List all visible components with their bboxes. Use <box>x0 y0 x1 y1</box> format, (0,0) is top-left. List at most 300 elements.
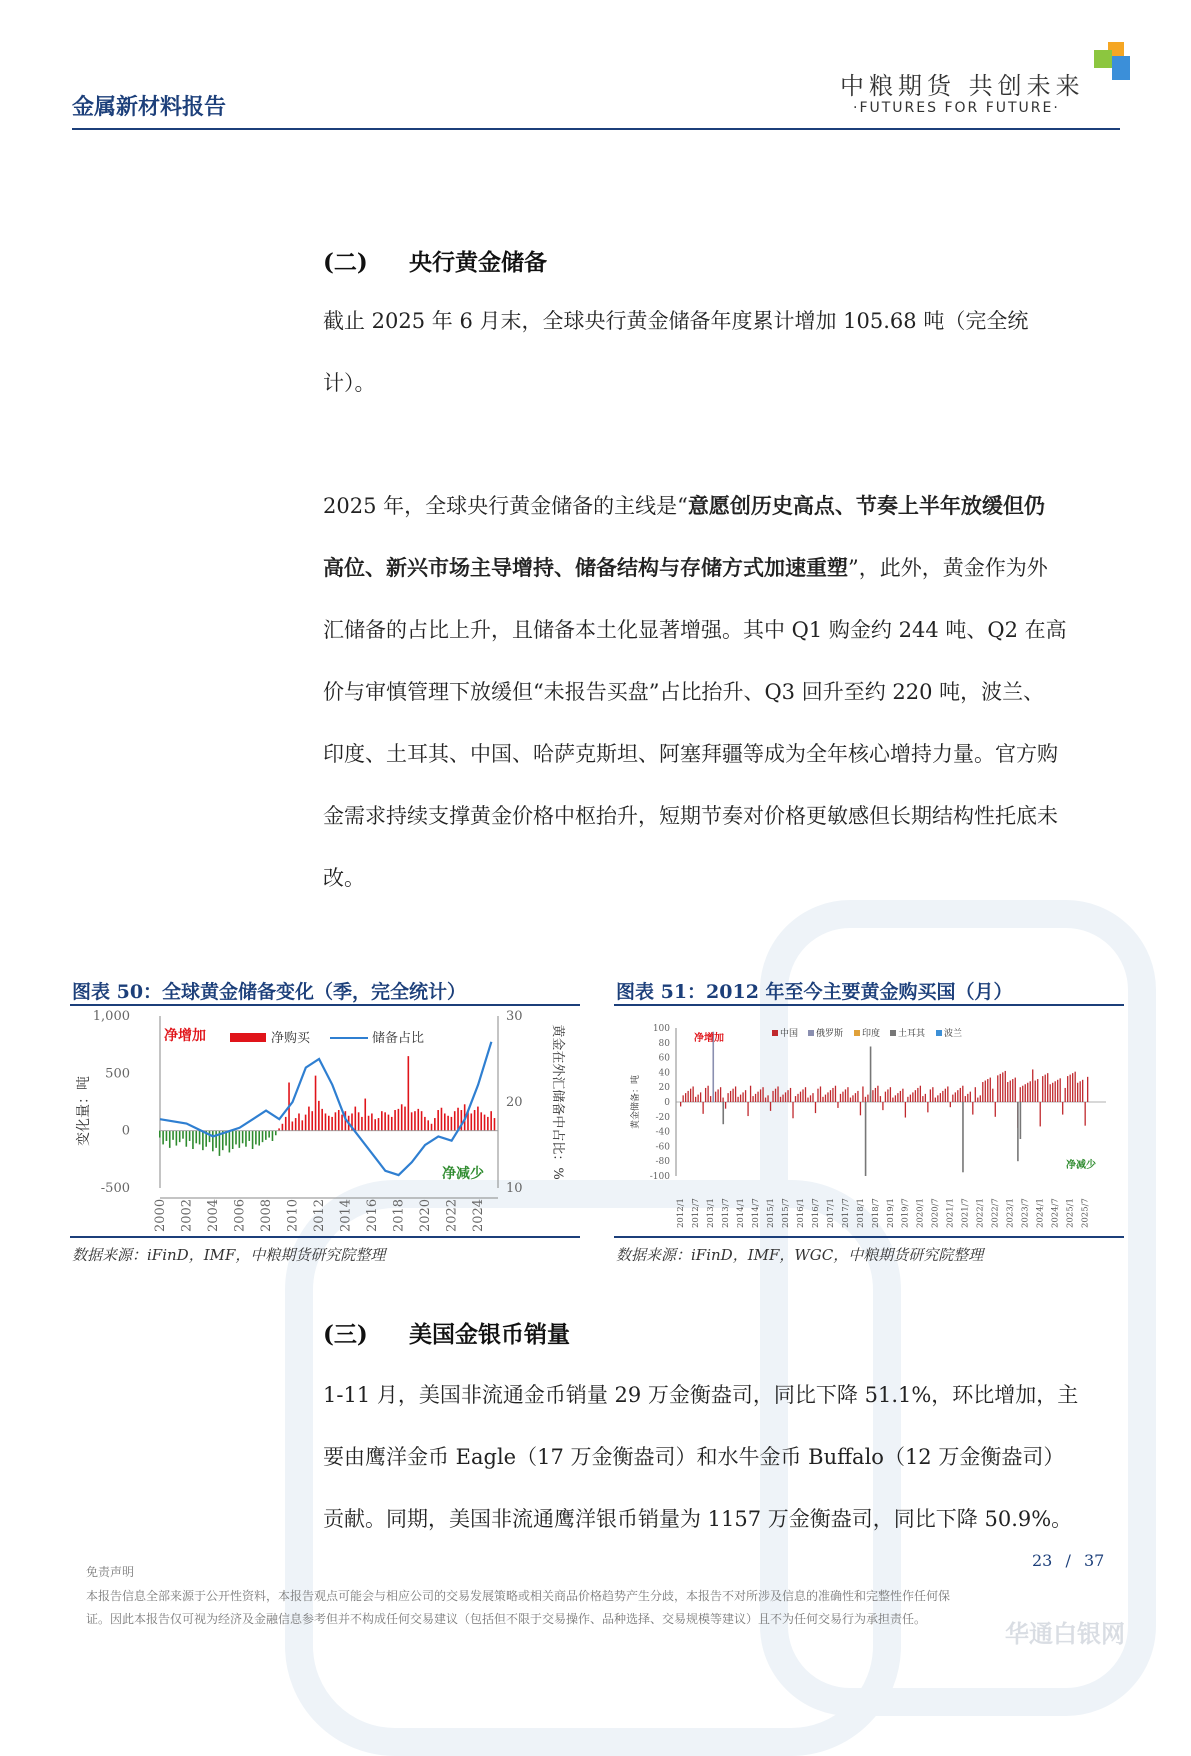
bar <box>1027 1083 1028 1102</box>
bar <box>772 1091 773 1102</box>
bar <box>1052 1083 1053 1102</box>
bar <box>997 1075 998 1102</box>
bar <box>750 1086 751 1102</box>
bar <box>295 1118 297 1131</box>
x-tick-label: 2021/7 <box>960 1198 971 1228</box>
section-number: (三) <box>323 1321 368 1348</box>
bar <box>735 1086 736 1102</box>
bar <box>960 1088 961 1102</box>
bar <box>311 1111 313 1130</box>
bar-highlight <box>870 1047 872 1103</box>
y-tick-label: -500 <box>100 1181 130 1196</box>
legend-label: 印度 <box>862 1029 881 1039</box>
bar <box>1080 1081 1081 1102</box>
x-tick-label: 2012/1 <box>676 1198 686 1228</box>
y-tick-label-right: 30 <box>506 1009 523 1024</box>
bar <box>404 1107 406 1131</box>
bar <box>747 1102 748 1116</box>
x-tick-label: 2024/7 <box>1050 1198 1061 1228</box>
bar <box>1040 1102 1041 1126</box>
bar <box>364 1099 366 1131</box>
bar <box>942 1091 943 1102</box>
figure-51-bottom-rule <box>614 1236 1124 1238</box>
bar <box>745 1090 746 1102</box>
bar-highlight <box>962 1102 964 1172</box>
bar <box>421 1111 423 1130</box>
bar <box>770 1102 771 1111</box>
bar <box>715 1092 716 1102</box>
bar <box>331 1117 333 1131</box>
bar <box>722 1098 723 1102</box>
bar <box>398 1109 400 1131</box>
bar <box>962 1086 963 1102</box>
bar <box>335 1112 337 1130</box>
bar <box>245 1131 247 1147</box>
bar <box>892 1098 893 1102</box>
bar <box>1072 1073 1073 1102</box>
disclaimer-line: 本报告信息全部来源于公开性资料，本报告观点可能会与相应公司的交易发展策略或相关商品价格趋势产生分歧，本报告不对所涉及信息的准确性和完整性作任何保 <box>86 1589 951 1603</box>
bar <box>1070 1075 1071 1102</box>
report-title: 金属新材料报告 <box>72 95 227 120</box>
legend-label: 净购买 <box>271 1031 311 1046</box>
bar <box>742 1092 743 1102</box>
bar <box>401 1104 403 1130</box>
annotation-net-increase: 净增加 <box>694 1033 724 1044</box>
bar <box>338 1110 340 1131</box>
legend-swatch <box>854 1030 860 1036</box>
text-bold: 意愿创历史高点、节奏上半年放缓但仍 <box>687 493 1045 518</box>
bar <box>258 1131 260 1146</box>
bar <box>199 1131 201 1145</box>
bar <box>427 1120 429 1130</box>
disclaimer-text <box>86 1585 1046 1631</box>
x-tick-label: 2014/1 <box>735 1198 746 1228</box>
bar <box>900 1091 901 1102</box>
bar <box>852 1095 853 1102</box>
bar <box>265 1131 267 1140</box>
bar <box>451 1117 453 1131</box>
bar <box>755 1094 756 1102</box>
bar <box>186 1131 188 1147</box>
bar <box>1022 1086 1023 1102</box>
bar <box>827 1092 828 1102</box>
bar <box>810 1095 811 1102</box>
paragraph-2 <box>323 475 1103 909</box>
disclaimer-label: 免责声明 <box>86 1565 135 1579</box>
bar <box>882 1102 883 1110</box>
x-tick-label: 2016 <box>365 1198 381 1232</box>
paragraph-3 <box>323 1364 1103 1550</box>
bar <box>925 1094 926 1102</box>
paragraph-1 <box>323 290 1103 414</box>
bar <box>945 1089 946 1102</box>
bar <box>757 1092 758 1102</box>
text-line: 汇储备的占比上升，且储备本土化显著增强。其中 Q1 购金约 244 吨、Q2 在高 <box>323 618 1067 642</box>
bar <box>414 1111 416 1130</box>
text-line: 截止 2025 年 6 月末，全球央行黄金储备年度累计增加 105.68 吨（完全统 <box>323 309 1029 333</box>
x-tick-label: 2025/7 <box>1080 1198 1091 1228</box>
bar <box>775 1089 776 1102</box>
bar <box>454 1111 456 1130</box>
bar <box>1060 1078 1061 1102</box>
bar <box>1077 1083 1078 1102</box>
legend-label: 俄罗斯 <box>816 1029 844 1039</box>
x-tick-label: 2012/7 <box>690 1198 701 1228</box>
bar <box>189 1131 191 1141</box>
bar <box>355 1107 357 1131</box>
bar <box>441 1108 443 1131</box>
bar <box>822 1097 823 1102</box>
bar <box>862 1086 863 1102</box>
bar <box>272 1131 274 1141</box>
bar <box>305 1115 307 1131</box>
bar <box>995 1102 996 1117</box>
text-line: 要由鹰洋金币 Eagle（17 万金衡盎司）和水牛金币 Buffalo（12 万金衡盎司） <box>323 1445 1065 1469</box>
bar <box>239 1131 241 1148</box>
bar <box>1045 1075 1046 1102</box>
bar <box>917 1088 918 1102</box>
bar <box>275 1131 277 1136</box>
x-tick-label: 2017/1 <box>825 1198 836 1228</box>
bar <box>394 1110 396 1131</box>
bar <box>867 1095 868 1102</box>
y-tick-label: -20 <box>655 1112 670 1123</box>
bar <box>930 1089 931 1102</box>
bar <box>159 1131 161 1138</box>
bar <box>805 1087 806 1102</box>
y-tick-label-right: 10 <box>506 1181 523 1196</box>
x-tick-label: 2021/1 <box>945 1198 956 1228</box>
bar <box>915 1090 916 1102</box>
bar <box>195 1131 197 1144</box>
bar <box>1085 1102 1086 1126</box>
bar <box>895 1095 896 1102</box>
bar <box>985 1081 986 1102</box>
section-title: 美国金银币销量 <box>409 1321 570 1348</box>
y-tick-label: 80 <box>658 1038 670 1049</box>
text-plain: ”，此外，黄金作为外 <box>848 556 1048 580</box>
bar <box>1055 1081 1056 1102</box>
bar <box>477 1107 479 1131</box>
bar <box>947 1086 948 1102</box>
bar <box>1000 1074 1001 1102</box>
x-tick-label: 2013/1 <box>705 1198 716 1228</box>
x-tick-label: 2010 <box>285 1198 301 1232</box>
x-tick-label: 2022/7 <box>990 1198 1001 1228</box>
bar <box>855 1093 856 1102</box>
legend-swatch <box>936 1030 942 1036</box>
bar <box>765 1098 766 1102</box>
bar <box>252 1131 254 1149</box>
bar <box>727 1093 728 1102</box>
bar-highlight <box>1017 1102 1019 1161</box>
bar <box>1047 1073 1048 1102</box>
bar <box>697 1095 698 1102</box>
x-tick-label: 2025/1 <box>1065 1198 1076 1228</box>
bar <box>484 1115 486 1131</box>
figure-50-title: 图表 50：全球黄金储备变化（季，完全统计） <box>72 981 467 1003</box>
x-tick-label: 2014 <box>338 1198 354 1232</box>
bar <box>890 1087 891 1102</box>
bar <box>318 1101 320 1131</box>
bar <box>1062 1102 1063 1115</box>
text-line: 计）。 <box>323 371 376 395</box>
x-tick-label: 2000 <box>153 1198 168 1232</box>
x-tick-label: 2002 <box>179 1198 195 1232</box>
bar <box>1037 1079 1038 1102</box>
bar <box>374 1119 376 1130</box>
bar <box>431 1124 433 1131</box>
bar <box>321 1109 323 1131</box>
bar <box>474 1110 476 1131</box>
bar <box>982 1082 983 1102</box>
bar <box>910 1095 911 1102</box>
page-current: 23 <box>1032 1551 1053 1570</box>
bar <box>897 1093 898 1102</box>
x-tick-label: 2016/7 <box>810 1198 821 1228</box>
text-line <box>323 537 1103 599</box>
bar <box>965 1096 966 1102</box>
text-line <box>323 475 1103 537</box>
y-axis-label-left: 变化量：吨 <box>76 1076 92 1146</box>
bar <box>235 1131 237 1145</box>
bar <box>812 1093 813 1102</box>
bar <box>857 1091 858 1102</box>
bar <box>680 1102 681 1106</box>
bar <box>215 1131 217 1148</box>
bar <box>388 1115 390 1131</box>
bar <box>820 1086 821 1102</box>
x-tick-label: 2023/7 <box>1020 1198 1031 1228</box>
x-tick-label: 2023/1 <box>1005 1198 1016 1228</box>
bar <box>787 1090 788 1102</box>
bar <box>341 1115 343 1131</box>
bar <box>842 1092 843 1102</box>
bar <box>705 1088 706 1102</box>
bar <box>927 1102 928 1112</box>
bar <box>710 1096 711 1102</box>
brand-logo <box>1094 42 1134 82</box>
bar <box>282 1124 284 1131</box>
bar <box>730 1091 731 1102</box>
y-tick-label: -100 <box>649 1172 670 1182</box>
text-line: 印度、土耳其、中国、哈萨克斯坦、阿塞拜疆等成为全年核心增持力量。官方购 <box>323 742 1058 766</box>
bar <box>1005 1071 1006 1102</box>
bar <box>802 1089 803 1102</box>
text-line: 价与审慎管理下放缓但“未报告买盘”占比抬升、Q3 回升至约 220 吨，波兰、 <box>323 680 1045 704</box>
bar <box>408 1056 410 1131</box>
bar <box>737 1097 738 1102</box>
header-rule <box>72 128 1120 130</box>
bar <box>490 1111 492 1130</box>
x-tick-label: 2022 <box>444 1198 460 1232</box>
bar <box>487 1117 489 1131</box>
bar <box>760 1089 761 1102</box>
bar <box>817 1089 818 1102</box>
brand-slogan: ·FUTURES FOR FUTURE· <box>853 100 1060 116</box>
bar <box>262 1131 264 1142</box>
bar <box>378 1118 380 1131</box>
bar <box>371 1113 373 1130</box>
page-total: 37 <box>1083 1551 1105 1570</box>
x-tick-label: 2022/1 <box>975 1198 986 1228</box>
bar <box>967 1094 968 1102</box>
bar <box>209 1131 211 1142</box>
bar <box>800 1092 801 1102</box>
bar <box>229 1131 231 1153</box>
bar <box>970 1092 971 1102</box>
bar <box>887 1089 888 1102</box>
bar <box>732 1089 733 1102</box>
text-line: 金需求持续支撑黄金价格中枢抬升，短期节奏对价格更敏感但长期结构性托底未 <box>323 804 1058 828</box>
bar <box>328 1116 330 1131</box>
x-tick-label: 2015/7 <box>780 1198 791 1228</box>
bar <box>797 1094 798 1102</box>
annotation-net-increase: 净增加 <box>164 1028 206 1044</box>
bar <box>950 1102 951 1107</box>
y-tick-label: -40 <box>655 1127 670 1138</box>
x-tick-label: 2020/7 <box>930 1198 941 1228</box>
bar <box>792 1102 793 1118</box>
bar <box>990 1078 991 1102</box>
bar <box>937 1095 938 1102</box>
bar <box>987 1079 988 1102</box>
bar <box>1020 1087 1021 1102</box>
bar <box>975 1087 976 1102</box>
bar <box>907 1097 908 1102</box>
bar <box>935 1098 936 1102</box>
bar <box>695 1097 696 1102</box>
bar <box>872 1090 873 1102</box>
bar <box>837 1102 838 1108</box>
bar <box>202 1131 204 1150</box>
bar <box>880 1096 881 1102</box>
x-tick-label: 2024/1 <box>1035 1198 1046 1228</box>
y-tick-label: 0 <box>121 1123 130 1139</box>
site-watermark: 华通白银网 <box>1005 1620 1125 1648</box>
bar-highlight <box>722 1102 724 1124</box>
x-tick-label: 2024 <box>471 1198 487 1232</box>
bar <box>877 1086 878 1102</box>
bar <box>381 1111 383 1130</box>
bar <box>480 1112 482 1130</box>
bar <box>1010 1081 1011 1102</box>
bar <box>232 1131 234 1149</box>
bar <box>767 1095 768 1102</box>
bar <box>940 1093 941 1102</box>
x-tick-label: 2015/1 <box>765 1198 776 1228</box>
bar <box>700 1092 701 1102</box>
bar <box>795 1096 796 1102</box>
bar <box>845 1089 846 1102</box>
x-tick-label: 2017/7 <box>840 1198 851 1228</box>
bar <box>785 1092 786 1102</box>
bar <box>1067 1076 1068 1102</box>
legend-swatch-buy <box>230 1033 266 1042</box>
bar <box>807 1098 808 1102</box>
bar <box>720 1087 721 1102</box>
bar <box>860 1102 861 1115</box>
figure-51-source: 数据来源：iFinD，IMF，WGC，中粮期货研究院整理 <box>616 1246 984 1264</box>
bar <box>391 1117 393 1131</box>
bar <box>1007 1082 1008 1102</box>
bar <box>1057 1080 1058 1102</box>
bar <box>1050 1084 1051 1102</box>
bar <box>447 1116 449 1131</box>
bar <box>850 1098 851 1102</box>
bar <box>1087 1077 1088 1102</box>
legend-swatch <box>890 1030 896 1036</box>
section-heading-2 <box>323 244 547 277</box>
bar <box>437 1110 439 1131</box>
bar <box>182 1131 184 1139</box>
bar <box>1075 1072 1076 1102</box>
bar <box>248 1131 250 1141</box>
bar <box>1065 1088 1066 1102</box>
page-separator: / <box>1065 1551 1071 1570</box>
bar <box>1030 1081 1031 1102</box>
bar <box>835 1086 836 1102</box>
section-title: 央行黄金储备 <box>409 249 547 276</box>
bar <box>242 1131 244 1144</box>
bar <box>690 1089 691 1102</box>
bar <box>1032 1069 1033 1102</box>
bar <box>992 1089 993 1102</box>
figure-51-chart <box>614 1006 1124 1236</box>
bar <box>832 1088 833 1102</box>
bar <box>955 1092 956 1102</box>
bar <box>308 1107 310 1131</box>
x-tick-label: 2016/1 <box>795 1198 806 1228</box>
bar <box>192 1131 194 1149</box>
bar <box>825 1095 826 1102</box>
bar <box>424 1117 426 1131</box>
bar <box>977 1098 978 1102</box>
bar <box>1035 1081 1036 1102</box>
x-tick-label: 2013/7 <box>720 1198 731 1228</box>
annotation-net-decrease: 净减少 <box>1066 1160 1096 1171</box>
y-tick-label: 0 <box>664 1098 670 1108</box>
bar <box>470 1113 472 1130</box>
bar <box>717 1089 718 1102</box>
bar <box>1015 1078 1016 1102</box>
legend-label: 中国 <box>780 1029 799 1039</box>
bar <box>682 1095 683 1102</box>
bar <box>298 1113 300 1130</box>
bar <box>494 1118 496 1131</box>
text-line: 1-11 月，美国非流通金币销量 29 万金衡盎司，同比下降 51.1%，环比增加，主 <box>323 1383 1079 1407</box>
bar-highlight <box>865 1102 867 1176</box>
bar <box>780 1097 781 1102</box>
x-tick-label: 2018/1 <box>855 1198 866 1228</box>
bar <box>1042 1076 1043 1102</box>
bar <box>687 1091 688 1102</box>
section-number: (二) <box>323 249 368 276</box>
y-tick-label-right: 20 <box>506 1095 523 1110</box>
figure-50-source: 数据来源：iFinD，IMF，中粮期货研究院整理 <box>72 1246 386 1264</box>
bar <box>980 1095 981 1102</box>
x-tick-label: 2014/7 <box>750 1198 761 1228</box>
y-tick-label: 1,000 <box>92 1009 130 1024</box>
bar <box>368 1116 370 1131</box>
bar <box>790 1088 791 1102</box>
bar <box>1025 1084 1026 1102</box>
bar <box>434 1118 436 1131</box>
x-tick-label: 2019/7 <box>900 1198 911 1228</box>
logo-square-blue <box>1112 56 1130 80</box>
bar <box>902 1089 903 1102</box>
bar <box>179 1131 181 1142</box>
